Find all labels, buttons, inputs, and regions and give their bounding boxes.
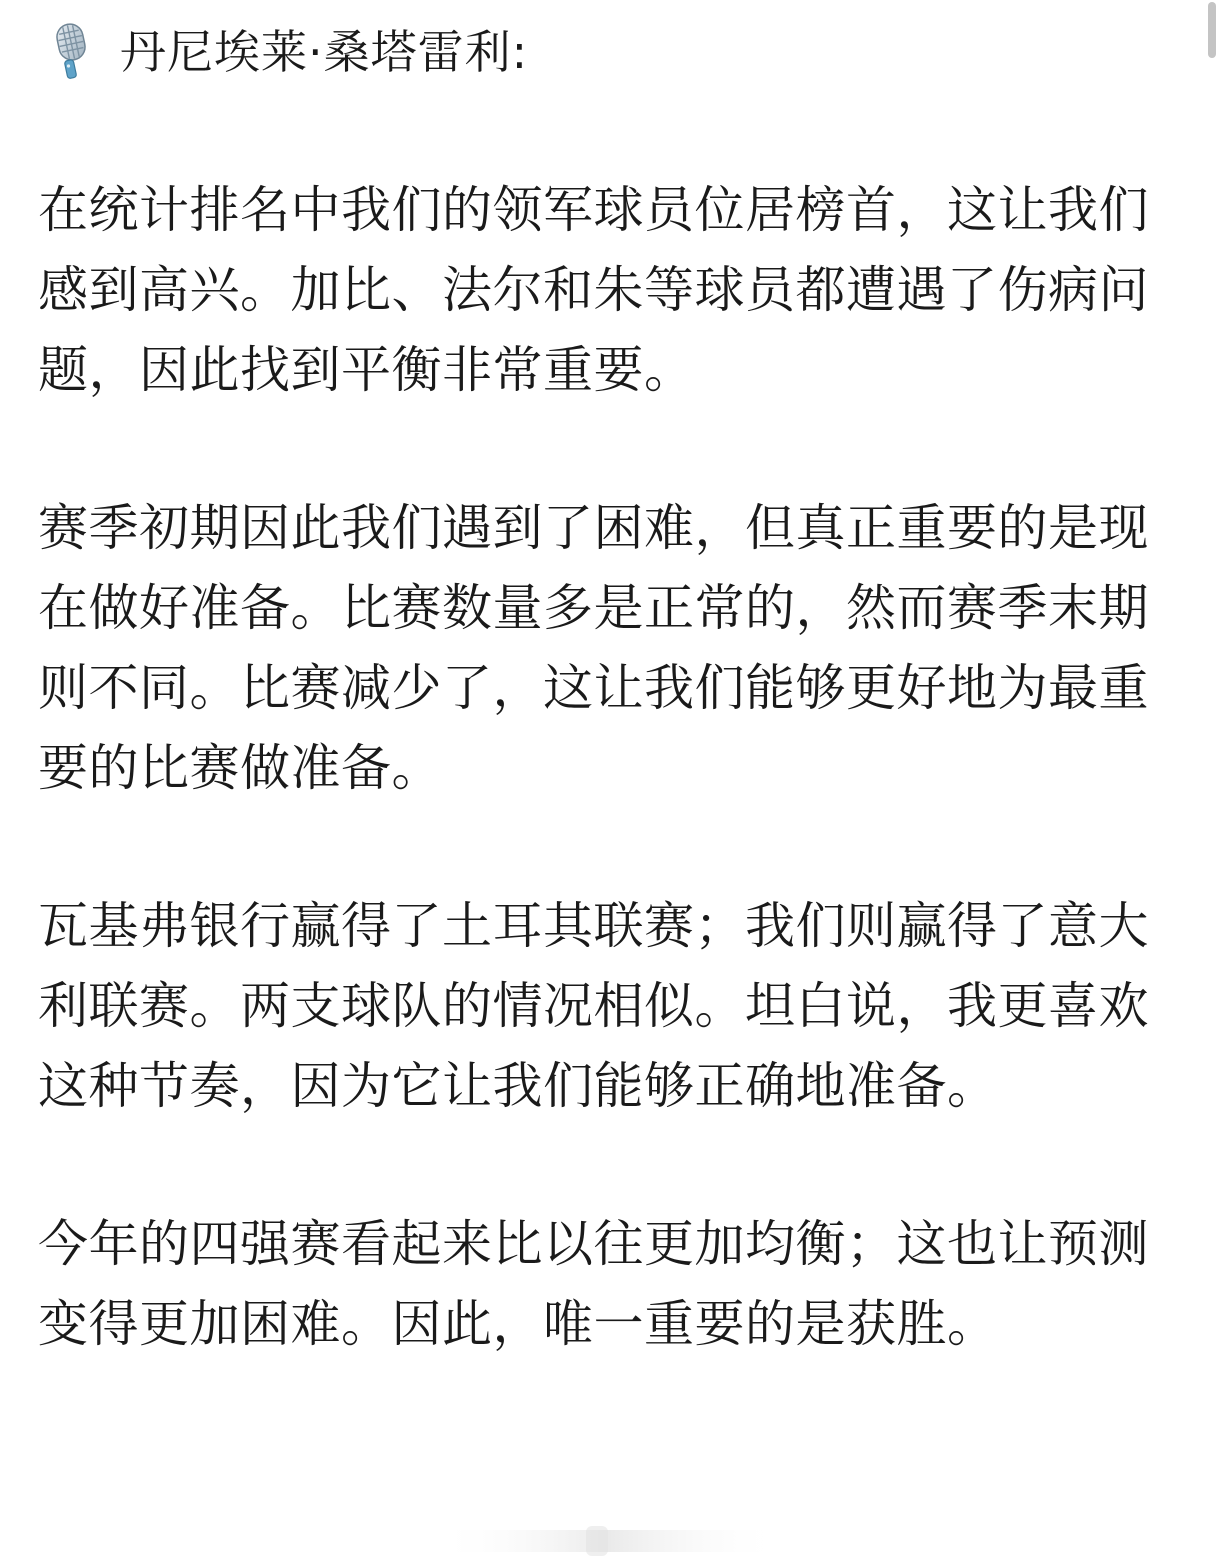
- speaker-name: 丹尼埃莱·桑塔雷利:: [120, 25, 529, 79]
- paragraph: 赛季初期因此我们遇到了困难，但真正重要的是现在做好准备。比赛数量多是正常的，然而赛季末期则不同。比赛减少了，这让我们能够更好地为最重要的比赛做准备。: [38, 499, 1149, 797]
- microphone-icon: [44, 22, 96, 82]
- scrollbar-thumb[interactable]: [1208, 2, 1216, 58]
- paragraph: 瓦基弗银行赢得了土耳其联赛；我们则赢得了意大利联赛。两支球队的情况相似。坦白说，我更喜欢这种节奏，因为它让我们能够正确地准备。: [38, 897, 1149, 1115]
- paragraph: 在统计排名中我们的领军球员位居榜首，这让我们感到高兴。加比、法尔和朱等球员都遭遇了伤病问题，因此找到平衡非常重要。: [38, 181, 1149, 399]
- quote-body: [38, 170, 1178, 1364]
- faded-watermark: [436, 1524, 782, 1558]
- scrollbar[interactable]: [1200, 0, 1220, 64]
- quote-header: [44, 20, 528, 84]
- paragraph: 今年的四强赛看起来比以往更加均衡；这也让预测变得更加困难。因此，唯一重要的是获胜。: [38, 1215, 1149, 1353]
